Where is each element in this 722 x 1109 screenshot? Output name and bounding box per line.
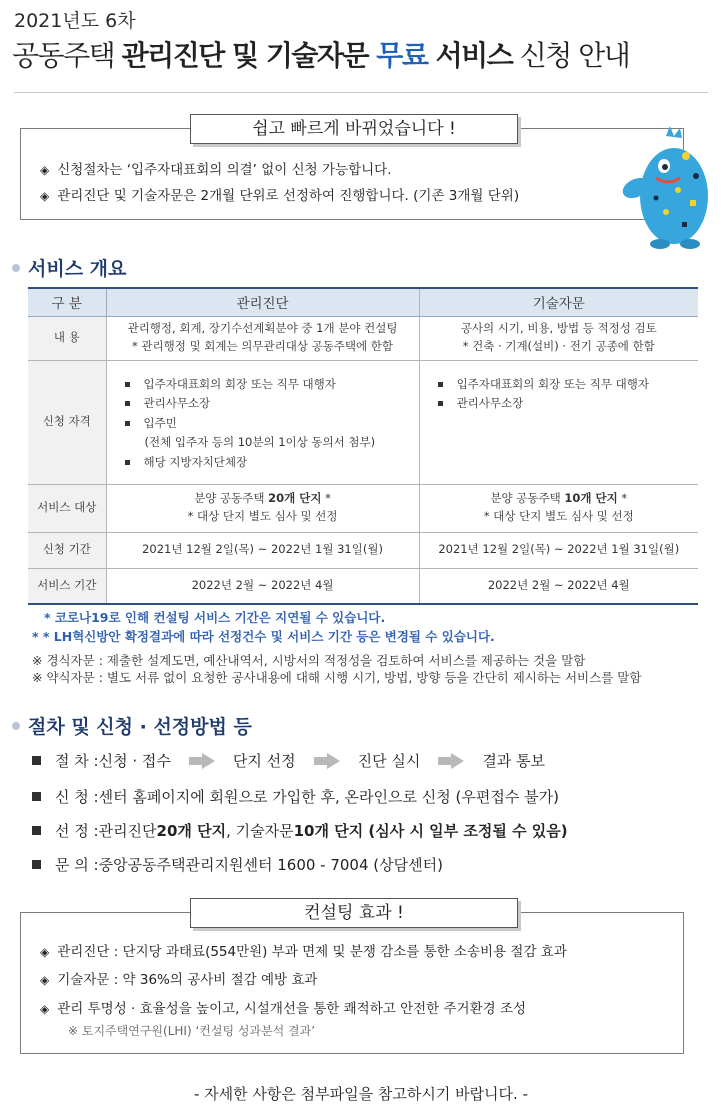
square-bullet-icon — [125, 460, 130, 465]
diamond-bullet-icon: ◈ — [40, 189, 50, 203]
column-header: 기술자문 — [419, 288, 698, 316]
effect-item: ◈ 기술자문 : 약 36%의 공사비 절감 예방 효과 — [40, 972, 318, 988]
table-cell: 분양 공동주택 10개 단지 * * 대상 단지 별도 심사 및 선정 — [419, 484, 698, 532]
square-bullet-icon — [438, 382, 443, 387]
table-cell: 2022년 2월 ~ 2022년 4월 — [106, 568, 419, 604]
square-bullet-icon — [438, 401, 443, 406]
step-select: 단지 선정 — [232, 752, 296, 770]
table-cell: 2021년 12월 2일(목) ~ 2022년 1월 31일(월) — [419, 532, 698, 568]
arrow-right-icon — [189, 753, 215, 769]
table-row — [28, 484, 698, 532]
subtitle: 2021년도 6차 — [14, 10, 136, 32]
diamond-bullet-icon: ◈ — [40, 973, 50, 987]
table-cell: 2021년 12월 2일(목) ~ 2022년 1월 31일(월) — [106, 532, 419, 568]
square-bullet-icon — [125, 401, 130, 406]
overview-heading: 서비스 개요 — [12, 254, 126, 281]
table-row — [28, 360, 698, 484]
definition-note: ※ 약식자문 : 별도 서류 없이 요청한 공사내용에 대해 시행 시기, 방법, 방향 등을 간단히 제시하는 서비스를 말함 — [32, 670, 642, 685]
table-row — [28, 568, 698, 604]
mascot-illustration — [616, 126, 718, 250]
bullet-dot-icon — [12, 722, 20, 730]
column-header: 관리진단 — [106, 288, 419, 316]
procedure-selection: 선 정 : 관리진단 20개 단지 , 기술자문 10개 단지 (심사 시 일부 조정될 수 있음) — [32, 820, 568, 841]
arrow-right-icon — [438, 753, 464, 769]
effect-box-tag: 컨설팅 효과 ! — [190, 898, 518, 928]
definition-note: ※ 경식자문 : 제출한 설계도면, 예산내역서, 시방서의 적정성을 검토하여 서비스를 제공하는 것을 말함 — [32, 653, 586, 668]
step-apply: 신청 · 접수 — [98, 752, 171, 770]
square-bullet-icon — [125, 421, 130, 426]
square-bullet-icon — [32, 860, 41, 869]
procedure-contact: 문 의 : 중앙공동주택관리지원센터 1600 - 7004 (상담센터) — [32, 854, 443, 875]
notice-item: ◈ 관리진단 및 기술자문은 2개월 단위로 선정하여 진행합니다. (기존 3개월 단위) — [40, 188, 520, 204]
diamond-bullet-icon: ◈ — [40, 945, 50, 959]
square-bullet-icon — [32, 826, 41, 835]
step-diagnose: 진단 실시 — [357, 752, 421, 770]
source-note: ※ 토지주택연구원(LHI) ‘컨설팅 성과분석 결과’ — [68, 1024, 316, 1038]
table-header-row — [28, 288, 698, 316]
table-cell: 2022년 2월 ~ 2022년 4월 — [419, 568, 698, 604]
procedure-steps: 절 차 : 신청 · 접수 단지 선정 진단 실시 결과 통보 — [32, 750, 545, 771]
step-notify: 결과 통보 — [482, 752, 546, 770]
row-label: 내 용 — [28, 316, 106, 360]
footer-note: - 자세한 사항은 첨부파일을 참고하시기 바랍니다. - — [193, 1085, 528, 1103]
table-cell: 입주자대표회의 회장 또는 직무 대행자 관리사무소장 입주민 (전체 입주자 등의 10분의 1이상 동의서 첨부) 해당 지방자치단체장 — [106, 360, 419, 484]
table-cell: 분양 공동주택 20개 단지 * * 대상 단지 별도 심사 및 선정 — [106, 484, 419, 532]
row-label: 서비스 대상 — [28, 484, 106, 532]
bullet-dot-icon — [12, 264, 20, 272]
notice-box-tag: 쉽고 빠르게 바뀌었습니다 ! — [190, 114, 518, 144]
page-title: 공동주택 관리진단 및 기술자문 무료 서비스 신청 안내 — [12, 39, 630, 72]
procedure-heading: 절차 및 신청 · 선정방법 등 — [12, 712, 252, 739]
procedure-apply: 신 청 : 센터 홈페이지에 회원으로 가입한 후, 온라인으로 신청 (우편접수 불가) — [32, 786, 559, 807]
effect-item: ◈ 관리진단 : 단지당 과태료(554만원) 부과 면제 및 분쟁 감소를 통한 소송비용 절감 효과 — [40, 944, 567, 960]
column-header: 구 분 — [28, 288, 106, 316]
square-bullet-icon — [125, 382, 130, 387]
lh-note: * * LH혁신방안 확정결과에 따라 선정건수 및 서비스 기간 등은 변경될 수 있습니다. — [32, 629, 495, 644]
effect-item: ◈ 관리 투명성 · 효율성을 높이고, 시설개선을 통한 쾌적하고 안전한 주거환경 조성 — [40, 1001, 527, 1017]
covid-note: * 코로나19로 인해 컨설팅 서비스 기간은 지연될 수 있습니다. — [44, 610, 386, 625]
row-label: 서비스 기간 — [28, 568, 106, 604]
square-bullet-icon — [32, 792, 41, 801]
row-label: 신청 기간 — [28, 532, 106, 568]
service-table — [28, 287, 698, 605]
free-highlight: 무료 — [376, 39, 428, 72]
table-row — [28, 532, 698, 568]
arrow-right-icon — [314, 753, 340, 769]
diamond-bullet-icon: ◈ — [40, 1002, 50, 1016]
header-divider — [14, 92, 708, 93]
table-cell: 관리행정, 회계, 장기수선계획분야 중 1개 분야 컨설팅 * 관리행정 및 회계는 의무관리대상 공동주택에 한함 — [106, 316, 419, 360]
table-cell: 공사의 시기, 비용, 방법 등 적정성 검토 * 건축 · 기계(설비) · 전기 공종에 한함 — [419, 316, 698, 360]
square-bullet-icon — [32, 756, 41, 765]
diamond-bullet-icon: ◈ — [40, 163, 50, 177]
row-label: 신청 자격 — [28, 360, 106, 484]
notice-item: ◈ 신청절차는 ‘입주자대표회의 의결’ 없이 신청 가능합니다. — [40, 162, 392, 178]
table-cell: 입주자대표회의 회장 또는 직무 대행자 관리사무소장 — [419, 360, 698, 484]
table-row — [28, 316, 698, 360]
